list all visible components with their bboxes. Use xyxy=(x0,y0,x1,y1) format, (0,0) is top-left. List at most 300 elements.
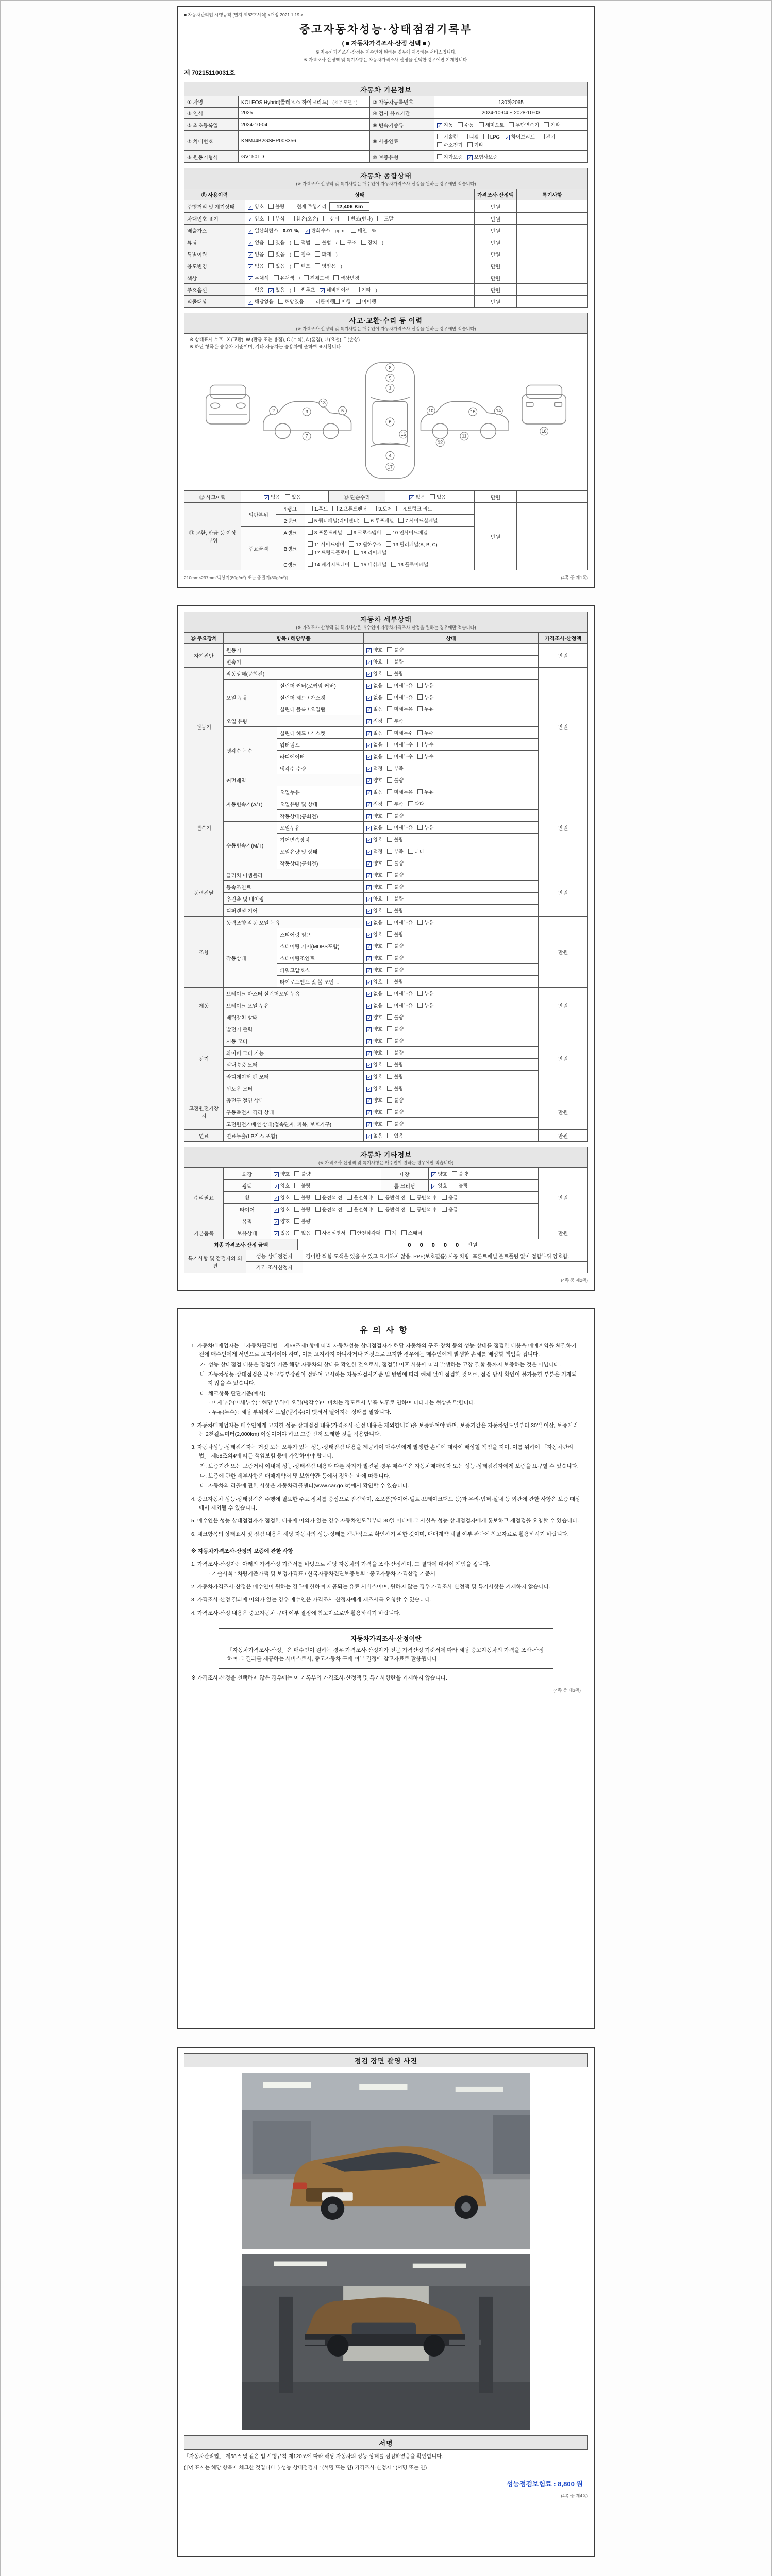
checkbox-option[interactable] xyxy=(294,250,310,258)
checkbox-option[interactable] xyxy=(366,776,382,784)
option-label: 구조 xyxy=(347,240,357,246)
option-label: 8.프론트패널 xyxy=(314,530,342,536)
checkbox-option[interactable] xyxy=(386,540,437,548)
checkbox-option[interactable] xyxy=(372,505,392,512)
checkbox-option[interactable] xyxy=(366,895,382,902)
unchecked-checkbox-icon xyxy=(398,518,404,523)
checkbox-option[interactable] xyxy=(366,1025,382,1032)
checkbox-option[interactable] xyxy=(366,954,382,961)
checkbox-option[interactable] xyxy=(323,215,339,222)
checkbox-option[interactable] xyxy=(351,227,367,234)
table-cell: 작동상태(공회전) xyxy=(277,857,364,869)
checkbox-option[interactable] xyxy=(366,871,382,878)
status-cell xyxy=(364,869,539,881)
checkbox-option[interactable] xyxy=(366,812,382,819)
option-label: 적정 xyxy=(373,719,383,724)
checkbox-option[interactable] xyxy=(479,121,505,128)
checkbox-option[interactable] xyxy=(437,153,463,160)
checkbox-option[interactable] xyxy=(366,741,382,748)
checkbox-option[interactable] xyxy=(417,741,433,748)
checkbox-option[interactable] xyxy=(355,286,371,293)
checkbox-option[interactable] xyxy=(290,215,318,222)
checkbox-option[interactable] xyxy=(385,1229,397,1236)
checkbox-option[interactable] xyxy=(387,693,413,701)
option-label: 미세누수 xyxy=(394,754,413,760)
checkbox-option[interactable] xyxy=(294,1194,310,1201)
checked-checkbox-icon: ✓ xyxy=(367,909,371,914)
checkbox-option[interactable] xyxy=(274,1182,290,1189)
checkbox-option[interactable] xyxy=(366,1061,382,1068)
checkbox-option[interactable] xyxy=(387,788,413,795)
checkbox-option[interactable] xyxy=(294,1217,310,1225)
checkbox-option[interactable] xyxy=(387,966,403,973)
checkbox-option[interactable] xyxy=(378,1206,405,1213)
table-cell: 스티어링 기어(MDPS포함) xyxy=(277,940,364,952)
table-cell: 냉각수 누수 xyxy=(224,727,277,774)
checkbox-option[interactable] xyxy=(437,121,453,128)
header-note-2: ※ 가격조사·산정액 및 특기사항은 자동차가격조사·산정을 선택한 경우에만 기재합니다. xyxy=(304,57,468,62)
checkbox-option[interactable] xyxy=(387,1013,403,1021)
checkbox-option[interactable] xyxy=(401,1229,423,1236)
checkbox-option[interactable] xyxy=(264,493,280,500)
checkbox-option[interactable] xyxy=(387,871,403,878)
unchecked-checkbox-icon xyxy=(417,920,423,925)
checkbox-option[interactable] xyxy=(366,765,382,772)
checkbox-option[interactable] xyxy=(294,262,310,269)
checkbox-option[interactable] xyxy=(340,239,356,246)
checked-checkbox-icon: ✓ xyxy=(367,660,371,665)
checkbox-option[interactable] xyxy=(294,239,310,246)
checkbox-option[interactable] xyxy=(278,298,304,305)
checkbox-option[interactable] xyxy=(274,1229,290,1236)
checkbox-option[interactable] xyxy=(294,1206,310,1213)
checkbox-option[interactable] xyxy=(417,788,433,795)
checkbox-option[interactable] xyxy=(308,549,349,556)
checkbox-option[interactable] xyxy=(387,729,413,736)
checked-checkbox-icon: ✓ xyxy=(367,826,371,831)
option-label: 적법 xyxy=(300,240,311,246)
checkbox-option[interactable] xyxy=(391,561,428,568)
unchecked-checkbox-icon xyxy=(544,122,549,127)
checkbox-option[interactable] xyxy=(366,705,382,713)
checkbox-option[interactable] xyxy=(248,250,264,258)
checkbox-option[interactable] xyxy=(387,930,403,938)
checkbox-option[interactable] xyxy=(366,848,382,855)
checkbox-option[interactable] xyxy=(417,824,433,831)
checkbox-option[interactable] xyxy=(387,907,403,914)
notice-line: 2. 자동차매매업자는 매수인에게 고지한 성능·상태점검 내용(가격조사·산정 내용은 제외합니다)을 보증하여야 하며, 보증기간은 자동차인도일부터 30일 이상, 보증거리는 2천킬로미터(2,000km) 이상이어야 하고 그중 먼저 도래한 것을 적용합니다. xyxy=(191,1422,578,1437)
checkbox-option[interactable] xyxy=(320,286,350,293)
checkbox-option[interactable] xyxy=(442,1206,458,1213)
checkbox-option[interactable] xyxy=(366,978,382,985)
checkbox-option[interactable] xyxy=(467,153,498,160)
unchecked-checkbox-icon xyxy=(387,931,392,937)
checkbox-option[interactable] xyxy=(387,954,403,961)
checkbox-option[interactable] xyxy=(408,848,424,855)
checkbox-option[interactable] xyxy=(387,753,413,760)
checkbox-option[interactable] xyxy=(387,836,403,843)
checkbox-option[interactable] xyxy=(366,919,382,926)
checkbox-option[interactable] xyxy=(458,121,474,128)
checkbox-option[interactable] xyxy=(387,812,403,819)
checkbox-option[interactable] xyxy=(417,705,433,713)
checkbox-option[interactable] xyxy=(437,141,463,148)
checkbox-option[interactable] xyxy=(268,262,284,269)
checkbox-option[interactable] xyxy=(366,942,382,950)
checkbox-option[interactable] xyxy=(354,561,386,568)
car-on-lift-photo xyxy=(242,2254,530,2430)
checkbox-option[interactable] xyxy=(387,670,403,677)
checkbox-option[interactable] xyxy=(308,529,342,536)
checkbox-option[interactable] xyxy=(410,1194,437,1201)
checkbox-option[interactable] xyxy=(387,658,403,665)
checkbox-option[interactable] xyxy=(248,239,264,246)
checkbox-option[interactable] xyxy=(387,1120,403,1127)
svg-text:8: 8 xyxy=(389,365,392,370)
definition-text: 「자동차가격조사·산정」은 매수인이 원하는 경우 가격조사·산정자가 전문 가격산정 기준서에 따라 해당 중고자동차의 가격을 조사·산정하여 그 결과를 제공하는 서비스로서, 중고자동차 구매 여부 결정에 참고자료로 활용됩니다. xyxy=(227,1647,544,1662)
text-part: / xyxy=(299,276,300,281)
checkbox-option[interactable] xyxy=(463,133,479,140)
checkbox-option[interactable] xyxy=(366,658,382,665)
checkbox-option[interactable] xyxy=(387,1025,403,1032)
status-cell xyxy=(364,762,539,774)
checkbox-option[interactable] xyxy=(437,133,458,140)
checkbox-option[interactable] xyxy=(274,1206,290,1213)
checked-checkbox-icon: ✓ xyxy=(367,933,371,938)
option-label: 과다 xyxy=(414,802,425,807)
table-cell: 만원 xyxy=(539,786,588,869)
checkbox-option[interactable] xyxy=(430,493,446,500)
checkbox-option[interactable] xyxy=(248,274,269,281)
checkbox-option[interactable] xyxy=(467,141,483,148)
checkbox-option[interactable] xyxy=(366,1073,382,1080)
status-cell xyxy=(364,952,539,964)
checkbox-option[interactable] xyxy=(308,561,349,568)
checkbox-option[interactable] xyxy=(366,930,382,938)
table-cell: 휠 xyxy=(224,1192,271,1204)
table-cell: 만원 xyxy=(475,503,517,570)
checkbox-option[interactable] xyxy=(417,919,433,926)
checkbox-option[interactable] xyxy=(387,848,403,855)
unchecked-checkbox-icon xyxy=(387,694,392,700)
checkbox-option[interactable] xyxy=(387,646,403,653)
option-label: 없음 xyxy=(373,683,383,689)
option-label: 변조(변타) xyxy=(350,216,373,222)
unchecked-checkbox-icon xyxy=(332,506,338,511)
checkbox-option[interactable] xyxy=(387,1061,403,1068)
checkbox-option[interactable] xyxy=(417,1002,433,1009)
checkbox-option[interactable] xyxy=(366,800,382,807)
checkbox-option[interactable] xyxy=(354,549,386,556)
checkbox-option[interactable] xyxy=(452,1170,468,1177)
checkbox-option[interactable] xyxy=(333,274,359,281)
checkbox-option[interactable] xyxy=(366,788,382,795)
checkbox-option[interactable] xyxy=(366,646,382,653)
checkbox-option[interactable] xyxy=(366,824,382,831)
checkbox-option[interactable] xyxy=(366,907,382,914)
option-label: 미세누유 xyxy=(394,991,413,997)
checkbox-option[interactable] xyxy=(274,1194,290,1201)
unchecked-checkbox-icon xyxy=(387,789,392,794)
checkbox-option[interactable] xyxy=(387,942,403,950)
table-cell: 스티어링 펌프 xyxy=(277,928,364,940)
checkbox-option[interactable] xyxy=(366,729,382,736)
table-cell: 오일누유 xyxy=(277,786,364,798)
status-cell xyxy=(305,515,475,527)
checkbox-option[interactable] xyxy=(505,133,535,140)
checkbox-option[interactable] xyxy=(315,239,331,246)
checkbox-option[interactable] xyxy=(366,990,382,997)
checkbox-option[interactable] xyxy=(387,705,413,713)
checkbox-option[interactable] xyxy=(366,966,382,973)
checkbox-option[interactable] xyxy=(248,262,264,269)
checkbox-option[interactable] xyxy=(268,239,284,246)
checked-checkbox-icon: ✓ xyxy=(248,300,253,305)
table-cell: 만원 xyxy=(539,917,588,988)
checkbox-option[interactable] xyxy=(366,1037,382,1044)
checkbox-option[interactable] xyxy=(294,1229,310,1236)
checkbox-option[interactable] xyxy=(304,274,329,281)
table-cell: 라디에이터 xyxy=(277,751,364,762)
checkbox-option[interactable] xyxy=(387,717,403,724)
checkbox-option[interactable] xyxy=(366,682,382,689)
checkbox-option[interactable] xyxy=(366,1002,382,1009)
checkbox-option[interactable] xyxy=(366,753,382,760)
checkbox-option[interactable] xyxy=(396,505,432,512)
checkbox-option[interactable] xyxy=(274,1217,290,1225)
checkbox-option[interactable] xyxy=(308,540,344,548)
checkbox-option[interactable] xyxy=(248,215,264,222)
checkbox-option[interactable] xyxy=(366,1132,382,1139)
checkbox-option[interactable] xyxy=(268,215,284,222)
checkbox-option[interactable] xyxy=(268,286,284,293)
checkbox-option[interactable] xyxy=(387,1049,403,1056)
checkbox-option[interactable] xyxy=(285,493,301,500)
checkbox-option[interactable] xyxy=(248,298,274,305)
checkbox-option[interactable] xyxy=(315,262,336,269)
checkbox-option[interactable] xyxy=(366,836,382,843)
checkbox-option[interactable] xyxy=(417,729,433,736)
checkbox-option[interactable] xyxy=(332,505,367,512)
checkbox-option[interactable] xyxy=(315,250,331,258)
checkbox-option[interactable] xyxy=(509,121,539,128)
text-part: ) xyxy=(340,264,342,269)
checkbox-option[interactable] xyxy=(387,776,403,784)
checkbox-option[interactable] xyxy=(540,133,556,140)
table-cell: 만원 xyxy=(539,644,588,668)
checkbox-option[interactable] xyxy=(417,682,433,689)
checkbox-option[interactable] xyxy=(366,1096,382,1104)
checkbox-option[interactable] xyxy=(387,1002,413,1009)
unchecked-checkbox-icon xyxy=(387,1050,392,1055)
checkbox-option[interactable] xyxy=(305,227,330,234)
checkbox-option[interactable] xyxy=(410,1206,437,1213)
notice-line: 1. 가격조사·산정자는 아래의 가격산정 기준서를 바탕으로 해당 자동차의 가격을 조사·산정하며, 그 결과에 대하여 책임을 집니다. xyxy=(191,1561,490,1568)
option-label: 불량 xyxy=(394,1039,404,1044)
checkbox-option[interactable] xyxy=(452,1182,468,1189)
notice-line: 가. 보증기간 또는 보증거리 이내에 성능·상태점검 내용과 다른 하자가 발견된 경우 매수인은 자동차매매업자 또는 성능·상태점검자에게 보증을 요구할 수 있습니다. xyxy=(200,1463,579,1469)
checkbox-option[interactable] xyxy=(387,1037,403,1044)
checked-checkbox-icon: ✓ xyxy=(367,1087,371,1092)
option-label: 불량 xyxy=(394,1074,404,1080)
checkbox-option[interactable] xyxy=(248,202,264,210)
checkbox-option[interactable] xyxy=(387,800,403,807)
checkbox-option[interactable] xyxy=(387,1108,403,1115)
checkbox-option[interactable] xyxy=(387,978,403,985)
option-label: 있음 xyxy=(275,264,285,269)
checkbox-option[interactable] xyxy=(366,859,382,867)
checkbox-option[interactable] xyxy=(315,1194,342,1201)
unchecked-checkbox-icon xyxy=(387,908,392,913)
checked-checkbox-icon: ✓ xyxy=(367,1027,371,1032)
checkbox-option[interactable] xyxy=(387,990,413,997)
checkbox-option[interactable] xyxy=(294,1170,310,1177)
checkbox-option[interactable] xyxy=(366,1084,382,1092)
option-label: 양호 xyxy=(373,956,383,961)
checkbox-option[interactable] xyxy=(347,1194,374,1201)
checkbox-option[interactable] xyxy=(366,1049,382,1056)
option-label: 색상변경 xyxy=(340,276,360,281)
checkbox-option[interactable] xyxy=(366,1108,382,1115)
checkbox-option[interactable] xyxy=(274,1170,290,1177)
checkbox-option[interactable] xyxy=(315,1206,342,1213)
checked-checkbox-icon: ✓ xyxy=(367,1134,371,1139)
table-cell: 2랭크 xyxy=(276,515,305,527)
checkbox-option[interactable] xyxy=(387,1096,403,1104)
checkbox-option[interactable] xyxy=(377,215,393,222)
option-label: 불량 xyxy=(301,1219,311,1225)
section-title: 서명 xyxy=(379,2439,393,2447)
notice-line: 2. 자동차가격조사·산정은 매수인이 원하는 경우에 한하여 제공되는 유료 서비스이며, 원하지 않는 경우 가격조사·산정액 및 특기사항은 기재하지 않습니다. xyxy=(191,1583,551,1590)
checkbox-option[interactable] xyxy=(268,202,284,210)
table-cell: 만원 xyxy=(539,668,588,786)
checkbox-option[interactable] xyxy=(398,517,438,524)
unchecked-checkbox-icon xyxy=(354,562,359,567)
unchecked-checkbox-icon xyxy=(401,1230,407,1235)
checkbox-option[interactable] xyxy=(544,121,560,128)
option-label: 상이 xyxy=(329,216,340,222)
unchecked-checkbox-icon xyxy=(315,263,320,268)
checkbox-option[interactable] xyxy=(387,682,413,689)
checkbox-option[interactable] xyxy=(347,529,381,536)
table-cell: 제동 xyxy=(184,988,224,1023)
checkbox-option[interactable] xyxy=(378,1194,405,1201)
option-label: 양호 xyxy=(373,979,383,985)
option-label: 양호 xyxy=(373,968,383,973)
checked-checkbox-icon: ✓ xyxy=(367,944,371,950)
checkbox-option[interactable] xyxy=(294,286,315,293)
checkbox-option[interactable] xyxy=(248,286,264,293)
checkbox-option[interactable] xyxy=(366,1120,382,1127)
option-label: 누유 xyxy=(424,707,434,713)
checkbox-option[interactable] xyxy=(366,717,382,724)
checkbox-option[interactable] xyxy=(350,1229,381,1236)
unchecked-checkbox-icon xyxy=(323,216,328,221)
checkbox-option[interactable] xyxy=(417,753,433,760)
checkbox-option[interactable] xyxy=(387,883,403,890)
checkbox-option[interactable] xyxy=(315,1229,346,1236)
unchecked-checkbox-icon xyxy=(387,1038,392,1043)
option-label: 없음 xyxy=(373,991,383,997)
table-cell: 만원 xyxy=(475,200,517,213)
checkbox-option[interactable] xyxy=(387,859,403,867)
checkbox-option[interactable] xyxy=(366,1013,382,1021)
checkbox-option[interactable] xyxy=(294,1182,310,1189)
text-part: ) xyxy=(381,240,384,246)
checkbox-option[interactable] xyxy=(387,765,403,772)
checkbox-option[interactable] xyxy=(387,741,413,748)
sub-model: (세부모델 : ) xyxy=(332,100,358,105)
checkbox-option[interactable] xyxy=(442,1194,458,1201)
checkbox-option[interactable] xyxy=(308,517,360,524)
checkbox-option[interactable] xyxy=(366,883,382,890)
option-label: 불량 xyxy=(394,1027,404,1032)
option-label: 양호 xyxy=(373,908,383,914)
checkbox-option[interactable] xyxy=(366,693,382,701)
status-cell xyxy=(271,1192,539,1204)
checkbox-option[interactable] xyxy=(408,800,424,807)
checkbox-option[interactable] xyxy=(361,239,377,246)
checkbox-option[interactable] xyxy=(417,693,433,701)
checkbox-option[interactable] xyxy=(387,1073,403,1080)
checkbox-option[interactable] xyxy=(347,1206,374,1213)
checkbox-option[interactable] xyxy=(387,919,413,926)
notice-line: 4. 가격조사·산정 내용은 중고자동차 구매 여부 결정에 참고자료로만 활용하시기 바랍니다. xyxy=(191,1609,401,1616)
table-cell: 외판부위 xyxy=(241,503,276,527)
table-cell: 성능·상태점검자 xyxy=(246,1250,303,1262)
option-label: 없음 xyxy=(301,1231,311,1236)
checkbox-option[interactable] xyxy=(268,250,284,258)
table-cell: 상태 xyxy=(245,189,475,200)
checkbox-option[interactable] xyxy=(334,298,350,305)
table-cell: 커먼레일 xyxy=(224,774,364,786)
checkbox-option[interactable] xyxy=(349,540,381,548)
unchecked-checkbox-icon xyxy=(417,742,423,747)
checkbox-option[interactable] xyxy=(431,1170,447,1177)
checkbox-option[interactable] xyxy=(387,1084,403,1092)
checkbox-option[interactable] xyxy=(387,824,413,831)
option-label: 불량 xyxy=(394,648,404,653)
checkbox-option[interactable] xyxy=(364,517,394,524)
unchecked-checkbox-icon xyxy=(290,216,295,221)
option-label: 없음 xyxy=(373,825,383,831)
checkbox-option[interactable] xyxy=(431,1182,447,1189)
option-label: 동반석 전 xyxy=(385,1207,406,1213)
checkbox-option[interactable] xyxy=(248,227,278,234)
checkbox-option[interactable] xyxy=(386,529,428,536)
hc-unit: ppm, xyxy=(334,228,346,234)
checkbox-option[interactable] xyxy=(366,670,382,677)
checked-checkbox-icon: ✓ xyxy=(274,1219,278,1225)
checked-checkbox-icon: ✓ xyxy=(367,1063,371,1068)
checkbox-option[interactable] xyxy=(417,990,433,997)
option-label: 화재 xyxy=(322,252,331,258)
checkbox-option[interactable] xyxy=(344,215,373,222)
option-label: 있음 xyxy=(275,252,285,258)
unchecked-checkbox-icon xyxy=(408,801,413,806)
table-cell: ④ 검사 유효기간 xyxy=(370,108,434,119)
table-cell: 원동기 xyxy=(224,644,364,656)
checkbox-option[interactable] xyxy=(483,134,500,140)
checkbox-option[interactable] xyxy=(387,895,403,902)
checkbox-option[interactable] xyxy=(387,1132,403,1139)
checkbox-option[interactable] xyxy=(274,274,295,281)
checkbox-option[interactable] xyxy=(409,493,425,500)
checkbox-option[interactable] xyxy=(308,505,328,512)
checked-checkbox-icon: ✓ xyxy=(367,696,371,701)
checkbox-option[interactable] xyxy=(356,298,377,305)
option-label: 불량 xyxy=(394,932,404,938)
